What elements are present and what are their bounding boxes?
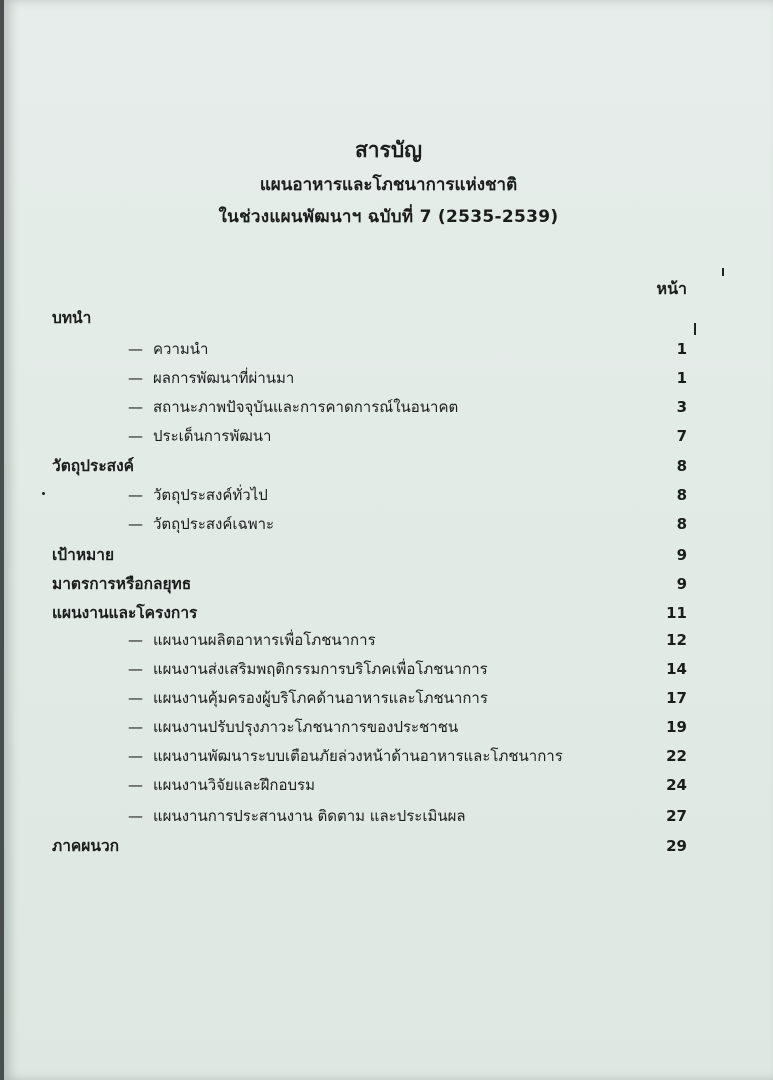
toc-page-number: 17 <box>666 689 687 707</box>
page-title: สารบัญ <box>354 138 423 162</box>
toc-label <box>128 481 268 509</box>
toc-label <box>128 626 376 654</box>
toc-row <box>4 771 773 799</box>
toc-row <box>4 713 773 741</box>
dash-bullet: — <box>128 718 143 736</box>
toc-label-text: สถานะภาพปัจจุบันและการคาดการณ์ในอนาคต <box>153 398 459 416</box>
subtitle-line-2: ในช่วงแผนพัฒนาฯ ฉบับที่ 7 (2535-2539) <box>218 207 559 227</box>
toc-label <box>128 771 315 799</box>
toc-row <box>4 599 773 627</box>
toc-page-number: 8 <box>676 515 687 533</box>
toc-row <box>4 364 773 392</box>
toc-label <box>128 364 294 392</box>
toc-label <box>128 802 466 830</box>
toc-row <box>4 335 773 363</box>
toc-label <box>128 713 458 741</box>
toc-page-number: 19 <box>666 718 687 736</box>
toc-page-number: 9 <box>676 575 687 593</box>
toc-label-text: เป้าหมาย <box>52 546 115 564</box>
toc-label-text: ประเด็นการพัฒนา <box>153 427 272 445</box>
toc-label <box>128 510 274 538</box>
document-page <box>4 0 773 1080</box>
toc-page-number: 1 <box>676 340 687 358</box>
toc-label <box>52 304 91 332</box>
subtitle-line-1: แผนอาหารและโภชนาการแห่งชาติ <box>259 175 518 195</box>
toc-page-number: 29 <box>666 837 687 855</box>
toc-page-number: 8 <box>676 457 687 475</box>
scan-mark <box>694 323 696 335</box>
toc-row <box>4 510 773 538</box>
toc-page-number: 11 <box>666 604 687 622</box>
toc-label-text: ความนำ <box>153 340 209 358</box>
toc-row <box>4 393 773 421</box>
toc-row <box>4 304 773 332</box>
toc-label <box>128 742 563 770</box>
dash-bullet: — <box>128 689 143 707</box>
toc-label-text: แผนงานคุ้มครองผู้บริโภคด้านอาหารและโภชนาการ <box>153 689 488 707</box>
toc-label-text: วัตถุประสงค์ทั่วไป <box>153 486 268 504</box>
toc-page-number: 8 <box>676 486 687 504</box>
toc-row <box>4 655 773 683</box>
toc-label-text: แผนงานพัฒนาระบบเตือนภัยล่วงหน้าด้านอาหารและโภชนาการ <box>153 747 563 765</box>
toc-label <box>128 335 208 363</box>
toc-label-text: แผนงานผลิตอาหารเพื่อโภชนาการ <box>153 631 376 649</box>
toc-page-number: 27 <box>666 807 687 825</box>
toc-label <box>128 655 488 683</box>
toc-row <box>4 626 773 654</box>
toc-row <box>4 802 773 830</box>
toc-label-text: มาตรการหรือกลยุทธ <box>52 575 192 593</box>
toc-label-text: วัตถุประสงค์เฉพาะ <box>153 515 275 533</box>
toc-label-text: ภาคผนวก <box>52 837 120 855</box>
toc-label-text: วัตถุประสงค์ <box>52 457 135 475</box>
toc-page-number: 9 <box>676 546 687 564</box>
dash-bullet: — <box>128 776 143 794</box>
toc-label-text: แผนงานการประสานงาน ติดตาม และประเมินผล <box>153 807 466 825</box>
toc-label-text: ผลการพัฒนาที่ผ่านมา <box>153 369 295 387</box>
toc-page-number: 12 <box>666 631 687 649</box>
toc-page-number: 14 <box>666 660 687 678</box>
toc-row <box>4 684 773 712</box>
toc-label-text: แผนงานและโครงการ <box>52 604 198 622</box>
scan-speck <box>42 492 45 495</box>
toc-row <box>4 570 773 598</box>
toc-label <box>52 541 114 569</box>
dash-bullet: — <box>128 340 143 358</box>
dash-bullet: — <box>128 515 143 533</box>
toc-label <box>128 393 458 421</box>
toc-label <box>128 422 271 450</box>
toc-label-text: แผนงานส่งเสริมพฤติกรรมการบริโภคเพื่อโภชนาการ <box>153 660 488 678</box>
toc-row <box>4 481 773 509</box>
toc-page-number: 3 <box>676 398 687 416</box>
toc-page-number: 7 <box>676 427 687 445</box>
toc-label <box>52 832 119 860</box>
dash-bullet: — <box>128 427 143 445</box>
toc-label-text: แผนงานวิจัยและฝึกอบรม <box>153 776 315 794</box>
toc-label <box>52 570 191 598</box>
toc-label <box>128 684 488 712</box>
toc-row <box>4 452 773 480</box>
dash-bullet: — <box>128 660 143 678</box>
dash-bullet: — <box>128 369 143 387</box>
page-column-label: หน้า <box>656 279 687 298</box>
toc-page-number: 1 <box>676 369 687 387</box>
toc-page-number: 22 <box>666 747 687 765</box>
dash-bullet: — <box>128 398 143 416</box>
toc-label-text: บทนำ <box>52 309 92 327</box>
toc-row <box>4 422 773 450</box>
dash-bullet: — <box>128 486 143 504</box>
toc-label <box>52 452 134 480</box>
toc-page-number: 24 <box>666 776 687 794</box>
dash-bullet: — <box>128 747 143 765</box>
toc-label <box>52 599 197 627</box>
toc-row <box>4 541 773 569</box>
toc-row <box>4 742 773 770</box>
toc-label-text: แผนงานปรับปรุงภาวะโภชนาการของประชาชน <box>153 718 459 736</box>
toc-row <box>4 832 773 860</box>
scan-mark <box>722 268 724 276</box>
dash-bullet: — <box>128 807 143 825</box>
dash-bullet: — <box>128 631 143 649</box>
